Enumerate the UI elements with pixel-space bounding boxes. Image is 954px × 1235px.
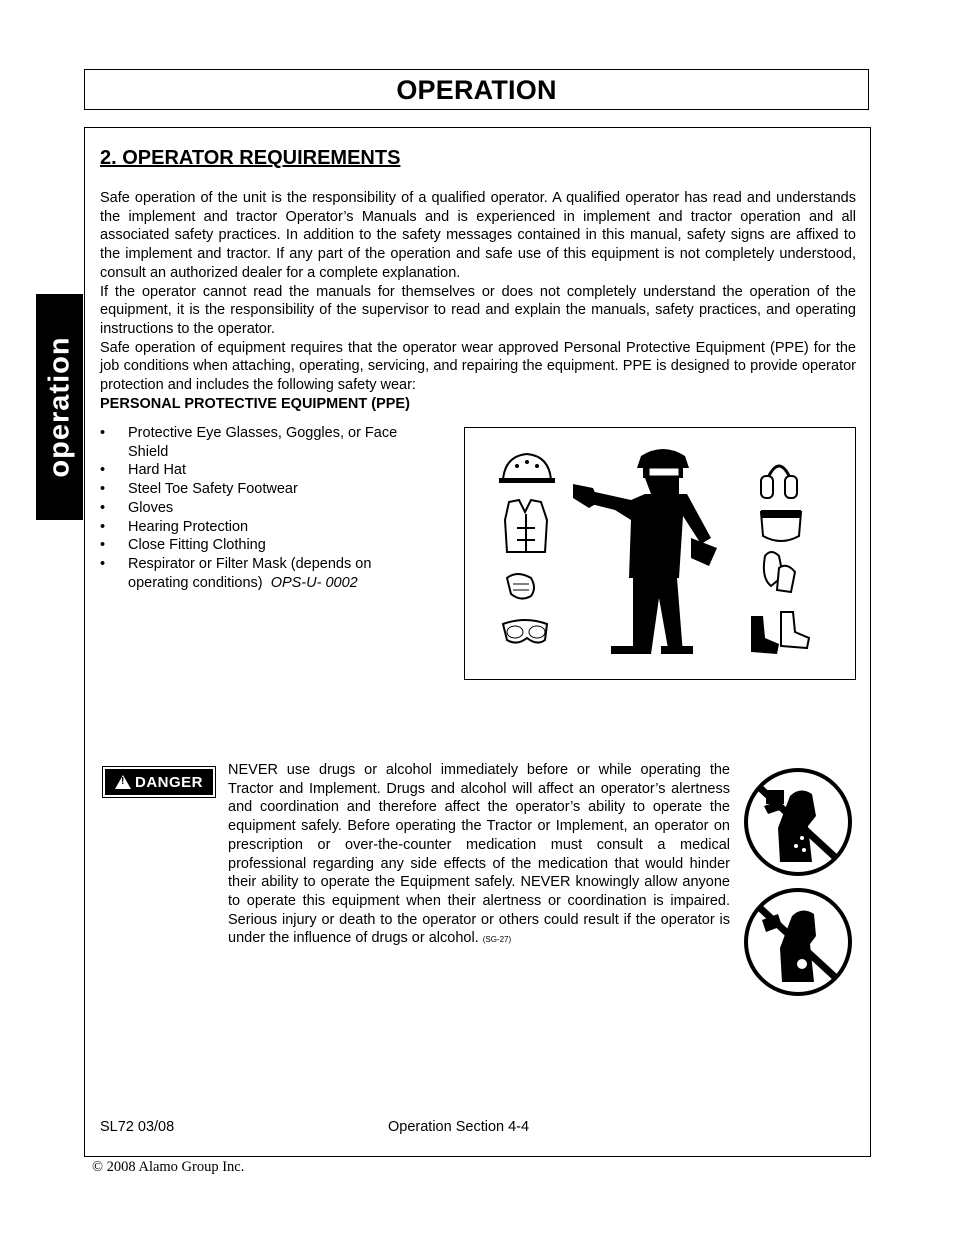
danger-sign bbox=[102, 766, 216, 798]
face-shield-icon bbox=[761, 510, 801, 541]
danger-message bbox=[228, 761, 730, 950]
warning-triangle-icon bbox=[115, 775, 131, 789]
list-item: • Hard Hat bbox=[100, 462, 187, 479]
earplugs-icon bbox=[507, 574, 534, 599]
list-item: • Respirator or Filter Mask (depends on operating conditions) OPS-U- 0002 bbox=[100, 555, 372, 591]
danger-label: DANGER bbox=[134, 773, 203, 791]
footer-page-number: Operation Section 4-4 bbox=[388, 1119, 530, 1135]
safety-vest-icon bbox=[505, 500, 547, 552]
bullet: • bbox=[100, 481, 106, 498]
list-item: • Close Fitting Clothing bbox=[100, 537, 266, 554]
bullet: • bbox=[100, 462, 106, 479]
section-title: 2. OPERATOR REQUIREMENTS bbox=[100, 147, 401, 169]
goggles-icon bbox=[503, 620, 547, 643]
paragraph: Safe operation of equipment requires that the operator wear approved Personal Protective Equipment (PPE) for the job conditions when attaching, operating, servicing, and repairing the equipment. PPE is designed to provide operator protection and includes the following safety wear: bbox=[100, 339, 856, 394]
side-section-tab bbox=[36, 294, 83, 520]
footer-model-date: SL72 03/08 bbox=[100, 1119, 175, 1135]
danger-message-text: NEVER use drugs or alcohol immediately before or while operating the Tractor and Implement. Drugs and alcohol will affect an operator’s alertness and coordination and therefore affect the operator’s ability to operate the equipment safely. Before operating the Tractor or Implement, an operator on prescription or over-the-counter medication must consult a medical professional regarding any side effects of the medication that would hinder their ability to operate the Equipment safely. NEVER knowingly allow anyone to operate this equipment when their alertness or coordination is impaired. Serious injury or death to the operator or others could result if the operator is under the influence of drugs or alcohol. bbox=[228, 762, 730, 947]
list-item: • Protective Eye Glasses, Goggles, or Face Shield bbox=[100, 425, 398, 460]
bullet: • bbox=[100, 499, 106, 516]
no-alcohol-icon bbox=[742, 766, 854, 878]
ref-code: OPS-U- 0002 bbox=[270, 574, 358, 591]
bullet: • bbox=[100, 425, 106, 441]
paragraph: If the operator cannot read the manuals for themselves or does not completely understand the operation of the equipment, it is the responsibility of the supervisor to read and explain the manuals, safety practices, and operating instructions to the operator. bbox=[100, 283, 856, 337]
page-header bbox=[84, 69, 869, 110]
safety-boots-icon bbox=[751, 612, 809, 654]
page-header-title: OPERATION bbox=[396, 75, 557, 105]
hard-hat-icon bbox=[499, 454, 555, 483]
copyright-notice: © 2008 Alamo Group Inc. bbox=[92, 1159, 245, 1175]
worker-figure-icon bbox=[573, 449, 717, 654]
ear-muffs-icon bbox=[761, 466, 797, 498]
paragraph: Safe operation of the unit is the responsibility of a qualified operator. A qualified operator has read and understands the implement and tractor Operator’s Manuals and is experienced in implement and tractor operation and all associated safety practices. In addition to the safety messages contained in this manual, safety signs are affixed to the implement and tractor. If any part of the operation and safe use of this equipment is not completely understood, consult an authorized dealer for a complete explanation. bbox=[100, 190, 856, 281]
list-item: • Gloves bbox=[100, 499, 174, 516]
side-tab-label: operation bbox=[43, 336, 75, 478]
section-body bbox=[100, 189, 856, 395]
gloves-icon bbox=[764, 552, 795, 592]
ppe-list bbox=[100, 424, 430, 592]
list-item: • Steel Toe Safety Footwear bbox=[100, 481, 298, 498]
bullet: • bbox=[100, 537, 106, 554]
danger-code: (SG-27) bbox=[482, 935, 512, 945]
ppe-illustration bbox=[464, 427, 856, 680]
bullet: • bbox=[100, 518, 106, 535]
list-item: • Hearing Protection bbox=[100, 518, 249, 535]
bullet: • bbox=[100, 555, 106, 572]
no-drugs-icon bbox=[742, 886, 854, 998]
ppe-heading: PERSONAL PROTECTIVE EQUIPMENT (PPE) bbox=[100, 396, 410, 412]
